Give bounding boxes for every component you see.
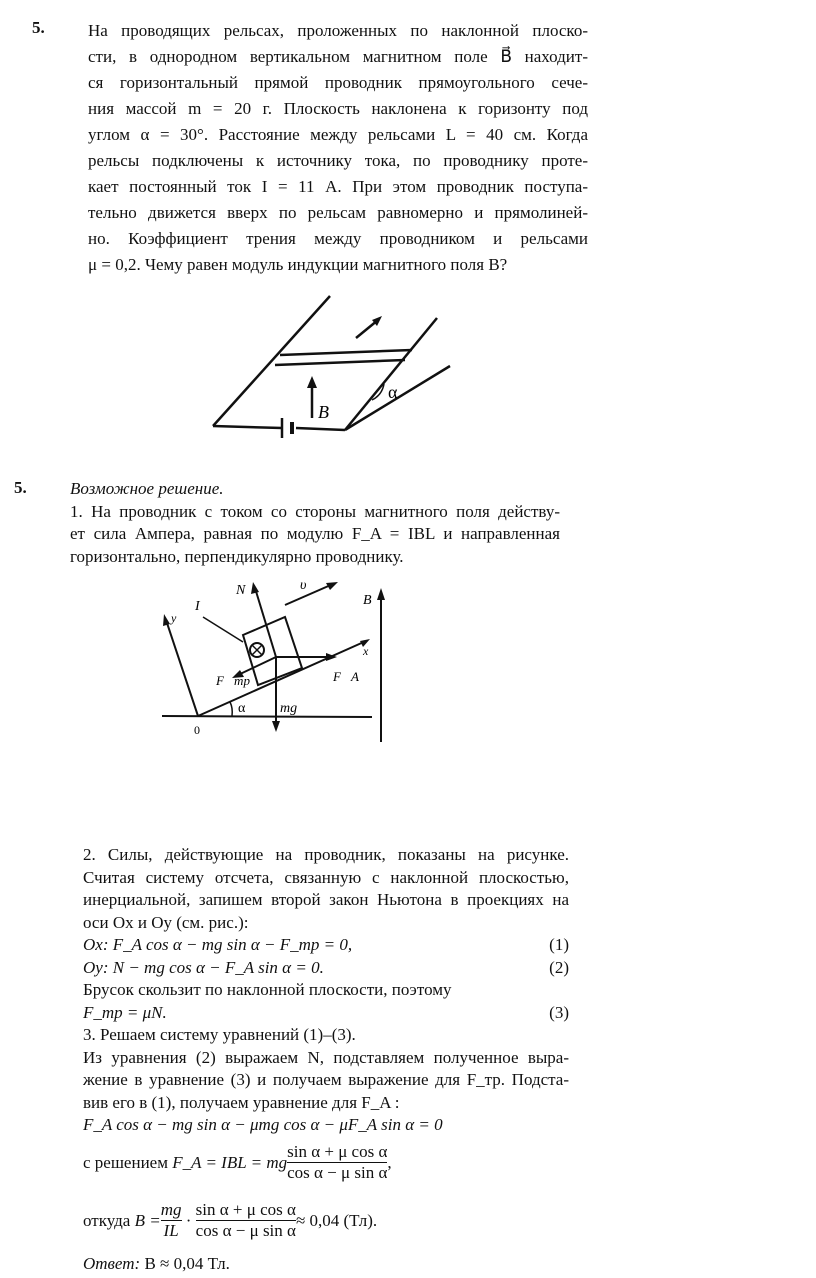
problem-line: ния массой m = 20 г. Плоскость наклонена к горизонту под (88, 99, 588, 118)
step2-line: оси Ox и Oy (см. рис.): (83, 912, 249, 932)
solution-steps (83, 844, 569, 1275)
result-value: ≈ 0,04 (Тл). (295, 1210, 378, 1230)
problem-line: кает постоянный ток I = 11 А. При этом проводник поступа- (88, 177, 588, 196)
equation-3-tag: (3) (549, 1002, 569, 1022)
problem-line: тельно движется вверх по рельсам равномерно и прямолиней- (88, 203, 588, 222)
velocity-arrowhead (326, 582, 338, 590)
equation-4: F_A cos α − mg sin α − μmg cos α − μF_A sin α = 0 (83, 1115, 443, 1134)
answer-value: B ≈ 0,04 Тл. (144, 1253, 230, 1273)
current-label: I (195, 599, 200, 614)
step1-line: ет сила Ампера, равная по модулю F_A = IBL и направленная (70, 524, 560, 543)
problem-line: рельсы подключены к источнику тока, по проводнику проте- (88, 151, 588, 170)
conductor-block (243, 617, 302, 685)
angle-arc (230, 702, 232, 716)
current-leader-line (203, 617, 243, 642)
answer-line (83, 1253, 569, 1276)
ampere-label: F⃗A (333, 669, 359, 684)
origin-label: 0 (194, 723, 200, 737)
step2-line: Считая систему отсчета, связанную с наклонной плоскостью, (83, 867, 569, 887)
trig-numerator: sin α + μ cos α (195, 1200, 296, 1219)
problem-line: ся горизонтальный прямой проводник прямоугольного сече- (88, 73, 588, 92)
equation-2-tag: (2) (549, 957, 569, 977)
equation-2 (83, 957, 569, 980)
solution-number: 5. (14, 478, 27, 497)
field-arrowhead (307, 376, 317, 388)
equation-1-text: Ox: F_A cos α − mg sin α − F_тр = 0, (83, 935, 353, 954)
problem-line: μ = 0,2. Чему равен модуль индукции магнитного поля B? (88, 255, 508, 274)
trig-fraction (196, 1200, 296, 1241)
normal-label: N⃗ (236, 583, 257, 598)
solution-prefix: с решением (83, 1152, 168, 1172)
wire-left (213, 426, 282, 428)
conductor-top (280, 350, 412, 355)
equation-3 (83, 1002, 569, 1025)
whence-prefix: откуда (83, 1210, 131, 1230)
step3-line: 3. Решаем систему уравнений (1)–(3). (83, 1025, 356, 1044)
equation-3-text: F_тр = μN. (83, 1002, 167, 1022)
slide-line: Брусок скользит по наклонной плоскости, поэтому (83, 980, 452, 999)
step3-line: жение в уравнение (3) и получаем выражение для F_тр. Подста- (83, 1070, 569, 1089)
field-label: B⃗ (318, 402, 343, 422)
problem-line: На проводящих рельсах, проложенных по наклонной плоско- (88, 21, 588, 40)
solution-lhs: F_A = IBL = mg (172, 1152, 288, 1172)
problem-line: углом α = 30°. Расстояние между рельсами L = 40 см. Когда (88, 125, 588, 144)
y-axis-arrowhead (163, 614, 170, 626)
whence-lhs: B = (134, 1210, 161, 1230)
problem-number: 5. (32, 18, 45, 37)
incline-edge (345, 366, 450, 430)
equation-2-text: Oy: N − mg cos α − F_A sin α = 0. (83, 957, 324, 977)
step3-line: вив его в (1), получаем уравнение для F_A : (83, 1092, 400, 1112)
problem-line: но. Коэффициент трения между проводником и рельсами (88, 229, 588, 248)
trig-denominator: cos α − μ sin α (195, 1221, 296, 1240)
solution-step1 (70, 478, 560, 568)
forces-figure (0, 560, 816, 760)
il-denominator: IL (163, 1221, 179, 1240)
y-axis-label: y (171, 611, 177, 625)
gravity-label: mg⃗ (280, 701, 308, 716)
velocity-label: υ⃗ (300, 578, 318, 593)
step2-line: инерциальной, запишем второй закон Ньютона в проекциях на (83, 890, 569, 909)
answer-label: Ответ: (83, 1253, 141, 1273)
mg-il-fraction (161, 1200, 182, 1241)
gravity-arrowhead (272, 721, 280, 732)
problem-line: сти, в однородном вертикальном магнитном поле B⃗ находит- (88, 47, 588, 66)
x-axis-label: x (363, 644, 369, 658)
field-label: B⃗ (363, 593, 383, 608)
step2-line: 2. Силы, действующие на проводник, показаны на рисунке. (83, 845, 569, 864)
step3-line: Из уравнения (2) выражаем N, подставляем полученное выра- (83, 1047, 569, 1067)
solution-heading: Возможное решение. (70, 479, 224, 498)
fraction-denominator: cos α − μ sin α (287, 1163, 388, 1182)
fraction-numerator: sin α + μ cos α (287, 1142, 388, 1161)
rails-figure (0, 0, 816, 460)
mg-numerator: mg (160, 1200, 182, 1219)
step1-line: 1. На проводник с током со стороны магнитного поля действу- (70, 501, 560, 521)
conductor-bottom (275, 360, 405, 365)
ground-line (162, 716, 372, 717)
step1-line: горизонтально, перпендикулярно проводнику. (70, 546, 404, 566)
equation-1 (83, 934, 569, 957)
friction-label: F⃗тр (216, 673, 250, 688)
wire-right (296, 428, 345, 430)
solution-fraction (287, 1142, 387, 1183)
angle-label: α (238, 701, 246, 716)
equation-1-tag: (1) (549, 935, 569, 954)
angle-label: α (388, 382, 398, 402)
y-axis (166, 620, 198, 716)
solution-formula (83, 1139, 569, 1187)
comma: , (387, 1152, 392, 1172)
result-formula: откуда B = $\frac{mg}{IL}$ · $\frac{\text{sin α + μ cos α}}{\text{cos α − μ sin α}}$ ≈ 0,04 (Тл). (83, 1200, 378, 1240)
